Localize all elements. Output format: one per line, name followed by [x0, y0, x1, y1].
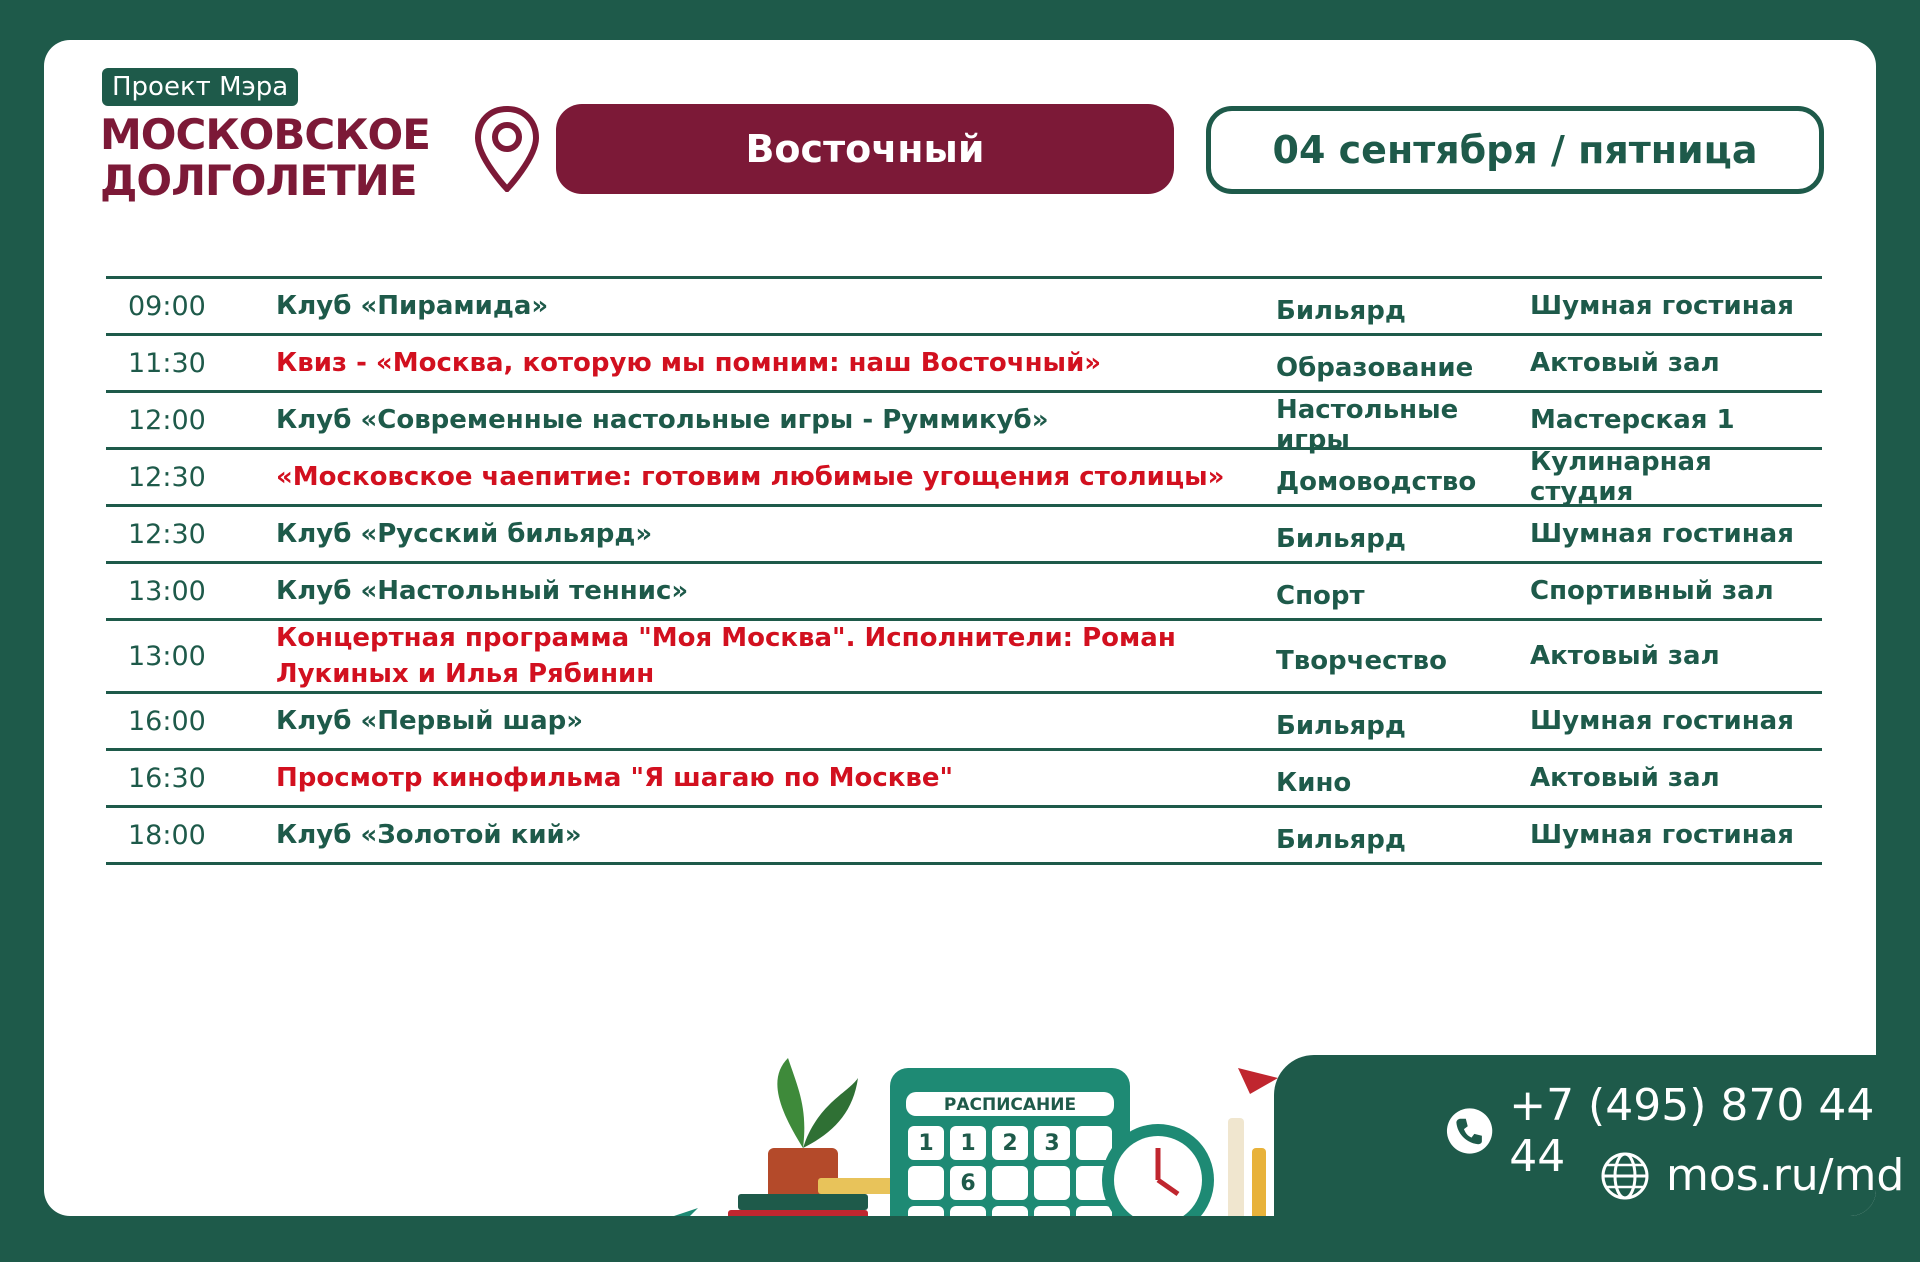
schedule-table	[106, 276, 1822, 865]
paper-plane	[1238, 1068, 1278, 1094]
event-place: Актовый зал	[1530, 763, 1720, 793]
logo-title	[100, 112, 430, 204]
event-category: Настольные игры	[1276, 395, 1459, 455]
schedule-row	[106, 393, 1822, 455]
event-place: Шумная гостиная	[1530, 519, 1794, 549]
event-time: 09:00	[128, 290, 206, 322]
event-time: 11:30	[128, 347, 206, 379]
event-place: Мастерская 1	[1530, 405, 1735, 435]
event-place: Актовый зал	[1530, 641, 1720, 671]
schedule-row	[106, 447, 1822, 507]
event-title: Концертная программа "Моя Москва". Исполнители: Роман Лукиных и Илья Рябинин	[276, 623, 1176, 689]
event-place: Шумная гостиная	[1530, 291, 1794, 321]
book	[818, 1178, 898, 1194]
event-category: Домоводство	[1276, 467, 1477, 497]
event-category: Творчество	[1276, 646, 1447, 676]
event-place: Актовый зал	[1530, 348, 1720, 378]
event-category: Бильярд	[1276, 711, 1406, 741]
event-time: 13:00	[128, 575, 206, 607]
website-contact[interactable]	[1600, 1150, 1904, 1201]
logo-line-1: МОСКОВСКОЕ	[100, 110, 430, 159]
calendar-cell	[1034, 1166, 1070, 1200]
pencil	[1252, 1148, 1266, 1216]
book	[738, 1194, 868, 1210]
event-time: 13:00	[128, 640, 206, 672]
event-title: Клуб «Русский бильярд»	[276, 519, 653, 549]
calendar-cell	[908, 1206, 944, 1216]
event-time: 18:00	[128, 819, 206, 851]
schedule-row	[106, 336, 1822, 393]
calendar-number: 2	[1002, 1131, 1018, 1156]
calendar-cell	[908, 1166, 944, 1200]
phone-number[interactable]: +7 (495) 870 44 44	[1509, 1080, 1875, 1182]
event-category: Кино	[1276, 768, 1352, 798]
event-title: Клуб «Золотой кий»	[276, 820, 582, 850]
event-title: Клуб «Настольный теннис»	[276, 576, 689, 606]
calendar-cell	[992, 1166, 1028, 1200]
pencil	[1228, 1118, 1244, 1216]
schedule-illustration	[618, 998, 1318, 1235]
calendar-number: 1	[960, 1131, 976, 1156]
plant-leaf	[777, 1058, 804, 1148]
event-category: Спорт	[1276, 581, 1365, 611]
calendar-number: 3	[1044, 1131, 1060, 1156]
calendar-cell	[1034, 1206, 1070, 1216]
event-place: Шумная гостиная	[1530, 820, 1794, 850]
district-label: Восточный	[556, 104, 1174, 194]
event-category: Бильярд	[1276, 825, 1406, 855]
logo-line-2: ДОЛГОЛЕТИЕ	[100, 156, 417, 205]
book	[728, 1210, 868, 1216]
calendar-number: 1	[918, 1131, 934, 1156]
date-label: 04 сентября / пятница	[1206, 106, 1824, 194]
website-link[interactable]: mos.ru/md	[1666, 1150, 1905, 1201]
paper-plane	[638, 1208, 698, 1216]
schedule-card	[44, 40, 1876, 1235]
event-category: Бильярд	[1276, 524, 1406, 554]
calendar-cell	[1076, 1206, 1112, 1216]
event-time: 12:30	[128, 518, 206, 550]
globe-icon	[1600, 1151, 1650, 1201]
event-title: Просмотр кинофильма "Я шагаю по Москве"	[276, 763, 954, 793]
event-title: Клуб «Пирамида»	[276, 291, 549, 321]
event-time: 16:30	[128, 762, 206, 794]
calendar-cell	[1076, 1126, 1112, 1160]
schedule-row	[106, 279, 1822, 336]
schedule-row	[106, 621, 1822, 694]
event-title: «Московское чаепитие: готовим любимые угощения столицы»	[276, 462, 1225, 492]
event-time: 16:00	[128, 705, 206, 737]
event-place: Шумная гостиная	[1530, 706, 1794, 736]
phone-icon	[1446, 1106, 1493, 1156]
calendar-label: РАСПИСАНИЕ	[943, 1095, 1077, 1115]
plant-leaf	[803, 1078, 858, 1148]
event-time: 12:00	[128, 404, 206, 436]
event-category: Образование	[1276, 353, 1474, 383]
schedule-row	[106, 751, 1822, 808]
project-badge: Проект Мэра	[102, 68, 298, 106]
event-category: Бильярд	[1276, 296, 1406, 326]
calendar-cell	[950, 1206, 986, 1216]
event-place: Спортивный зал	[1530, 576, 1774, 606]
event-place: Кулинарная студия	[1530, 447, 1712, 507]
location-pin-icon	[474, 106, 540, 192]
event-title: Клуб «Современные настольные игры - Руммикуб»	[276, 405, 1049, 435]
schedule-row	[106, 507, 1822, 564]
event-title: Клуб «Первый шар»	[276, 706, 584, 736]
schedule-row	[106, 564, 1822, 621]
calendar-number: 6	[960, 1171, 976, 1196]
schedule-row	[106, 808, 1822, 865]
event-time: 12:30	[128, 461, 206, 493]
calendar-number: 20	[997, 1214, 1023, 1235]
event-title: Квиз - «Москва, которую мы помним: наш Восточный»	[276, 348, 1102, 378]
schedule-row	[106, 694, 1822, 751]
